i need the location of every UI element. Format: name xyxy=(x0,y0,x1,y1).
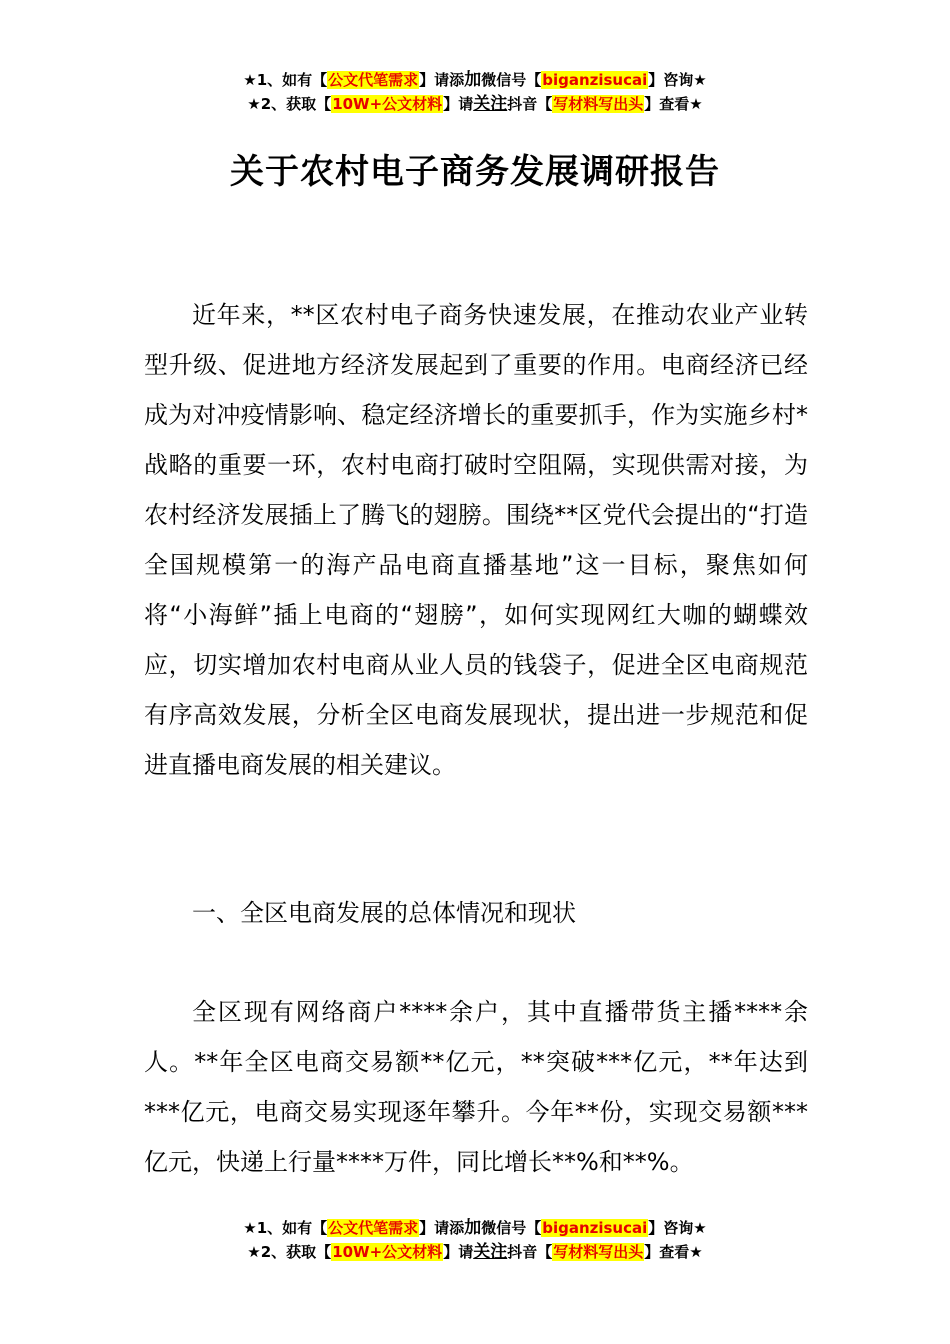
banner-line-1-suffix: 】咨询★ xyxy=(648,71,707,89)
banner-line-2-suffix: 】查看★ xyxy=(644,1243,703,1261)
paragraph-overview: 全区现有网络商户****余户，其中直播带货主播****余人。**年全区电商交易额**亿元，**突破***亿元，**年达到***亿元，电商交易实现逐年攀升。今年**份，实现交易额***亿元，快递上行量****万件，同比增长**%和**%。 xyxy=(144,998,808,1176)
top-banner xyxy=(0,68,950,116)
banner-highlight-materials: 10W+公文材料 xyxy=(332,1243,443,1261)
banner-line-1 xyxy=(0,68,950,92)
banner-highlight-writing-service: 公文代笔需求 xyxy=(328,71,419,89)
banner-line-1-middle: 】请添 xyxy=(419,1219,465,1237)
banner-line-2 xyxy=(0,1240,950,1264)
banner-line-2-suffix: 】查看★ xyxy=(644,95,703,113)
paragraph-intro: 近年来，**区农村电子商务快速发展，在推动农业产业转型升级、促进地方经济发展起到了重要的作用。电商经济已经成为对冲疫情影响、稳定经济增长的重要抓手，作为实施乡村*战略的重要一环，农村电商打破时空阻隔，实现供需对接，为农村经济发展插上了腾飞的翅膀。围绕**区党代会提出的“打造全国规模第一的海产品电商直播基地”这一目标，聚焦如何将“小海鲜”插上电商的“翅膀”，如何实现网红大咖的蝴蝶效应，切实增加农村电商从业人员的钱袋子，促进全区电商规范有序高效发展，分析全区电商发展现状，提出进一步规范和促进直播电商发展的相关建议。 xyxy=(144,301,808,779)
banner-line-2-underline-word: 关注 xyxy=(473,1242,508,1262)
section-heading-1: 一、全区电商发展的总体情况和现状 xyxy=(192,899,576,927)
banner-line-1-bold-word: 加 xyxy=(464,1218,482,1238)
banner-highlight-douyin-account: 写材料写出头 xyxy=(553,95,644,113)
banner-line-2 xyxy=(0,92,950,116)
banner-line-1-middle-2: 微信号【 xyxy=(481,1219,542,1237)
banner-highlight-wechat-id: biganzisucai xyxy=(542,71,648,89)
banner-line-2-middle-2: 抖音【 xyxy=(507,1243,553,1261)
banner-line-2-middle: 】请 xyxy=(443,1243,474,1261)
banner-line-1-middle: 】请添 xyxy=(419,71,465,89)
banner-highlight-douyin-account: 写材料写出头 xyxy=(553,1243,644,1261)
banner-line-1-middle-2: 微信号【 xyxy=(481,71,542,89)
bottom-banner xyxy=(0,1216,950,1264)
banner-line-1-prefix: ★1、如有【 xyxy=(243,71,328,89)
banner-line-2-middle: 】请 xyxy=(443,95,474,113)
banner-line-1-bold-word: 加 xyxy=(464,70,482,90)
banner-line-2-prefix: ★2、获取【 xyxy=(247,95,332,113)
banner-highlight-writing-service: 公文代笔需求 xyxy=(328,1219,419,1237)
banner-line-1-prefix: ★1、如有【 xyxy=(243,1219,328,1237)
banner-highlight-wechat-id: biganzisucai xyxy=(542,1219,648,1237)
banner-highlight-materials: 10W+公文材料 xyxy=(332,95,443,113)
document-title: 关于农村电子商务发展调研报告 xyxy=(230,152,720,192)
banner-line-2-middle-2: 抖音【 xyxy=(507,95,553,113)
banner-line-1 xyxy=(0,1216,950,1240)
banner-line-1-suffix: 】咨询★ xyxy=(648,1219,707,1237)
banner-line-2-prefix: ★2、获取【 xyxy=(247,1243,332,1261)
banner-line-2-underline-word: 关注 xyxy=(473,94,508,114)
